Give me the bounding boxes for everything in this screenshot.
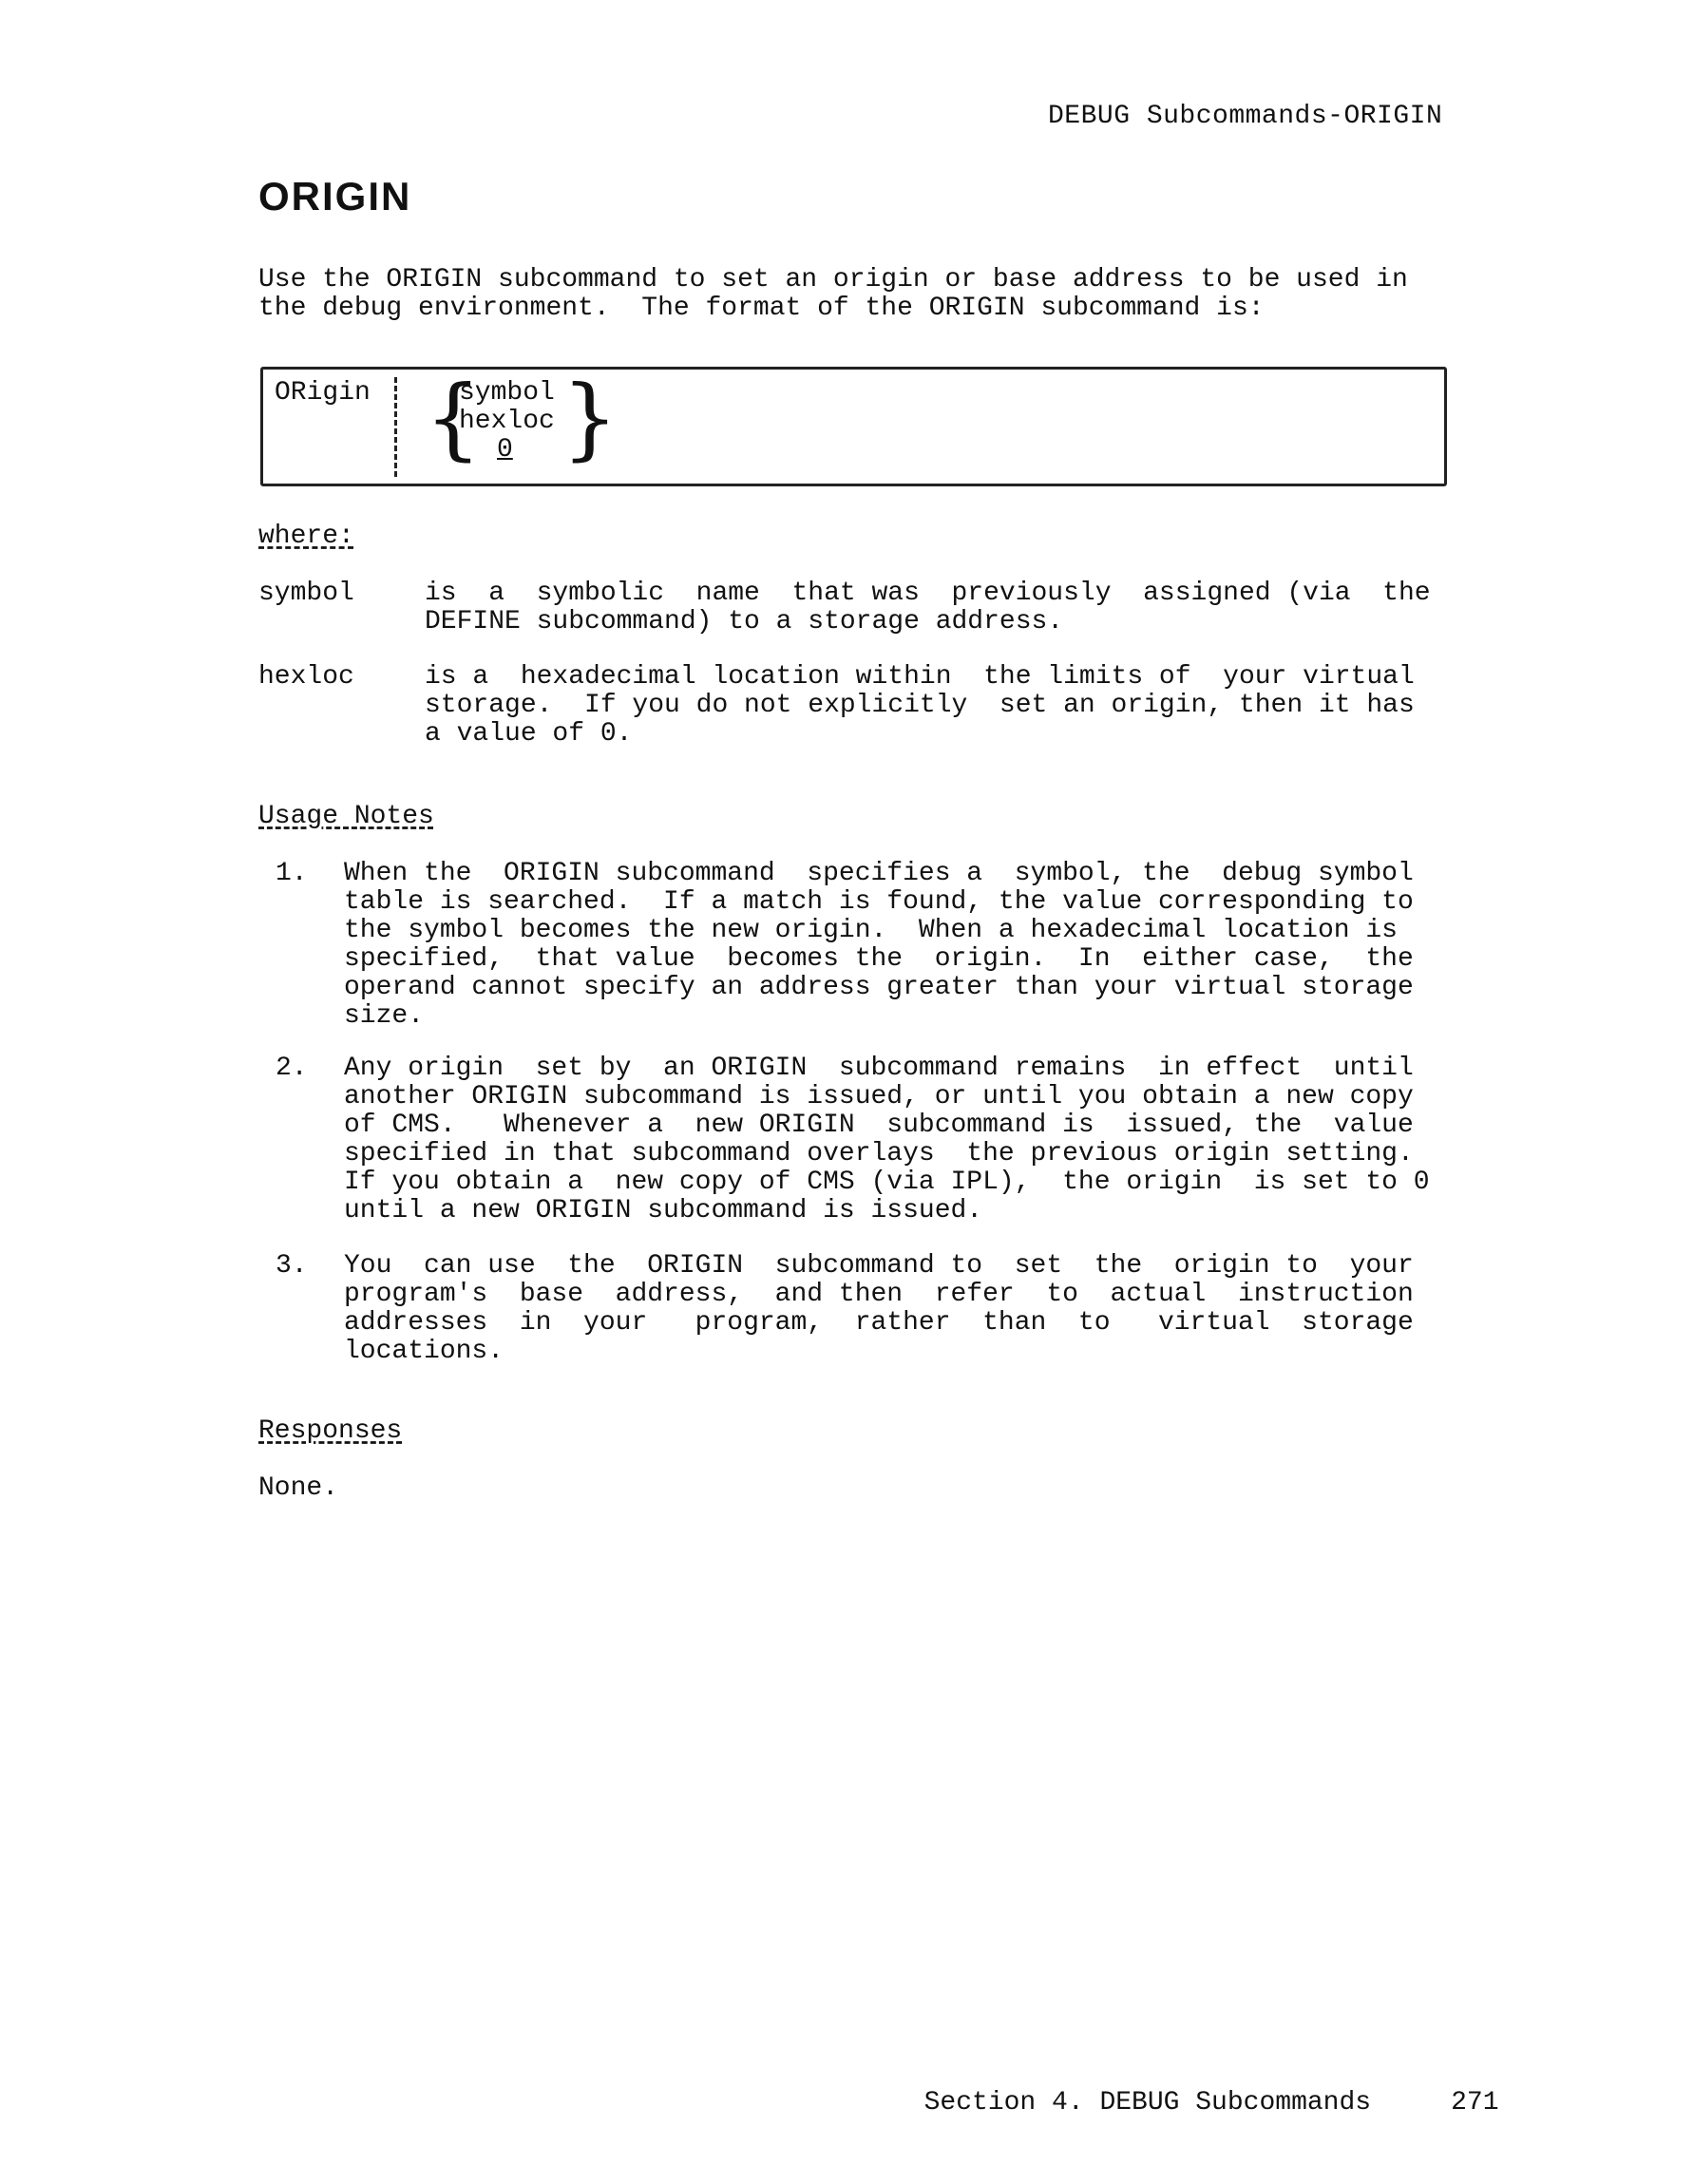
right-brace: } [561, 367, 619, 470]
note-line: table is searched. If a match is found, the value corresponding to [344, 887, 1414, 917]
syntax-divider [394, 377, 400, 477]
note-number: 2. [276, 1054, 308, 1083]
footer-page-number: 271 [1451, 2088, 1499, 2118]
note-number: 1. [276, 859, 308, 888]
definition-line: DEFINE subcommand) to a storage address. [425, 607, 1064, 636]
definition-line: is a hexadecimal location within the limits of your virtual [425, 662, 1415, 692]
note-line: the symbol becomes the new origin. When a hexadecimal location is [344, 916, 1398, 945]
note-line: size. [344, 1001, 425, 1031]
page-footer [892, 2059, 1499, 2118]
syntax-box [260, 367, 1447, 486]
responses-heading: Responses [258, 1416, 403, 1446]
running-head: DEBUG Subcommands-ORIGIN [1048, 102, 1443, 131]
note-line: You can use the ORIGIN subcommand to set the origin to your [344, 1251, 1414, 1281]
intro-line-2: the debug environment. The format of the ORIGIN subcommand is: [258, 294, 1265, 323]
intro-line-1: Use the ORIGIN subcommand to set an origin or base address to be used in [258, 265, 1408, 294]
note-number: 3. [276, 1251, 308, 1281]
usage-notes-heading: Usage Notes [258, 802, 434, 831]
syntax-operand-hexloc: hexloc [459, 407, 555, 436]
note-line: of CMS. Whenever a new ORIGIN subcommand is issued, the value [344, 1111, 1414, 1140]
footer-section: Section 4. DEBUG Subcommands [923, 2088, 1372, 2118]
definition-term: symbol [258, 579, 354, 608]
left-brace: { [425, 367, 482, 470]
note-line: until a new ORIGIN subcommand is issued. [344, 1196, 983, 1225]
definition-line: storage. If you do not explicitly set an origin, then it has [425, 691, 1415, 720]
responses-text: None. [258, 1473, 339, 1503]
note-line: If you obtain a new copy of CMS (via IPL), the origin is set to 0 [344, 1168, 1430, 1197]
note-line: operand cannot specify an address greater than your virtual storage [344, 973, 1414, 1002]
note-line: When the ORIGIN subcommand specifies a symbol, the debug symbol [344, 859, 1414, 888]
definition-line: a value of 0. [425, 719, 633, 749]
syntax-operand-default: 0 [497, 435, 513, 465]
syntax-command: ORigin [275, 378, 371, 408]
note-line: specified in that subcommand overlays the previous origin setting. [344, 1139, 1414, 1168]
where-label: where: [258, 522, 354, 551]
definition-line: is a symbolic name that was previously assigned (via the [425, 579, 1431, 608]
note-line: addresses in your program, rather than to virtual storage [344, 1308, 1414, 1338]
note-line: Any origin set by an ORIGIN subcommand remains in effect until [344, 1054, 1414, 1083]
syntax-operand-symbol: symbol [459, 378, 555, 408]
page-title: ORIGIN [258, 174, 412, 218]
note-line: specified, that value becomes the origin. In either case, the [344, 944, 1414, 974]
note-line: program's base address, and then refer to actual instruction [344, 1280, 1414, 1309]
note-line: another ORIGIN subcommand is issued, or until you obtain a new copy [344, 1082, 1414, 1111]
definition-term: hexloc [258, 662, 354, 692]
note-line: locations. [344, 1337, 504, 1366]
